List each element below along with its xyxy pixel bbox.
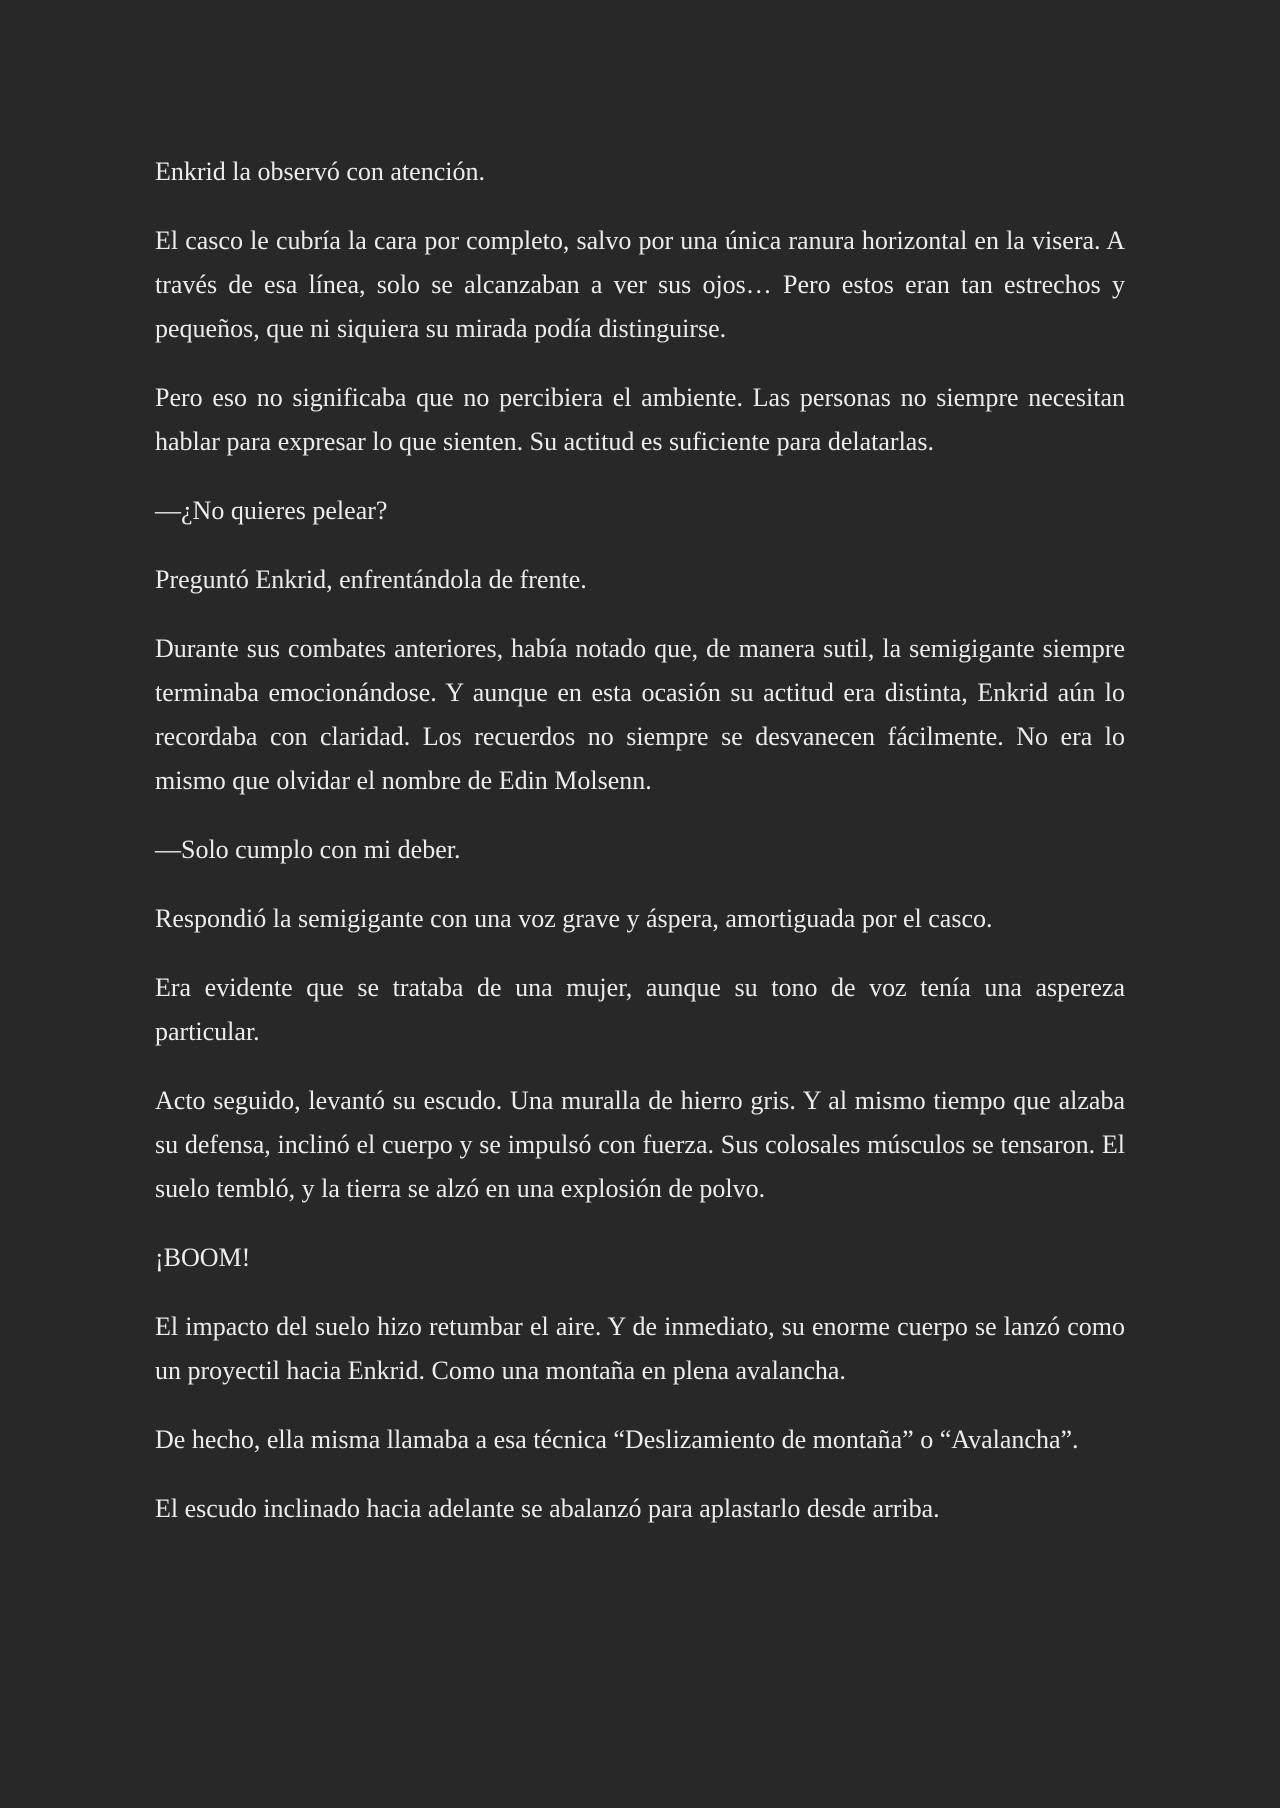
- paragraph: Era evidente que se trataba de una mujer, aunque su tono de voz tenía una aspereza particular.: [155, 973, 1125, 1046]
- paragraph: Pero eso no significaba que no percibiera el ambiente. Las personas no siempre necesitan hablar para expresar lo que sienten. Su actitud es suficiente para delatarlas.: [155, 383, 1125, 456]
- dialogue-line: —¿No quieres pelear?: [155, 496, 388, 525]
- paragraph: El escudo inclinado hacia adelante se abalanzó para aplastarlo desde arriba.: [155, 1494, 940, 1523]
- paragraph: Respondió la semigigante con una voz grave y áspera, amortiguada por el casco.: [155, 904, 993, 933]
- paragraph: El casco le cubría la cara por completo, salvo por una única ranura horizontal en la visera. A través de esa línea, solo se alcanzaban a ver sus ojos… Pero estos eran tan estrechos y pequeños, que ni siquiera su mirada podía distinguirse.: [155, 226, 1125, 343]
- paragraph: Preguntó Enkrid, enfrentándola de frente.: [155, 565, 587, 594]
- paragraph: Durante sus combates anteriores, había notado que, de manera sutil, la semigigante siempre terminaba emocionándose. Y aunque en esta ocasión su actitud era distinta, Enkrid aún lo recordaba con claridad. Los recuerdos no siempre se desvanecen fácilmente. No era lo mismo que olvidar el nombre de Edin Molsenn.: [155, 634, 1125, 795]
- paragraph: De hecho, ella misma llamaba a esa técnica “Deslizamiento de montaña” o “Avalancha”.: [155, 1425, 1079, 1454]
- paragraph: Acto seguido, levantó su escudo. Una muralla de hierro gris. Y al mismo tiempo que alzaba su defensa, inclinó el cuerpo y se impulsó con fuerza. Sus colosales músculos se tensaron. El suelo tembló, y la tierra se alzó en una explosión de polvo.: [155, 1086, 1125, 1203]
- dialogue-line: —Solo cumplo con mi deber.: [155, 835, 461, 864]
- paragraph: El impacto del suelo hizo retumbar el aire. Y de inmediato, su enorme cuerpo se lanzó como un proyectil hacia Enkrid. Como una montaña en plena avalancha.: [155, 1312, 1125, 1385]
- paragraph: Enkrid la observó con atención.: [155, 157, 485, 186]
- sound-effect: ¡BOOM!: [155, 1243, 251, 1272]
